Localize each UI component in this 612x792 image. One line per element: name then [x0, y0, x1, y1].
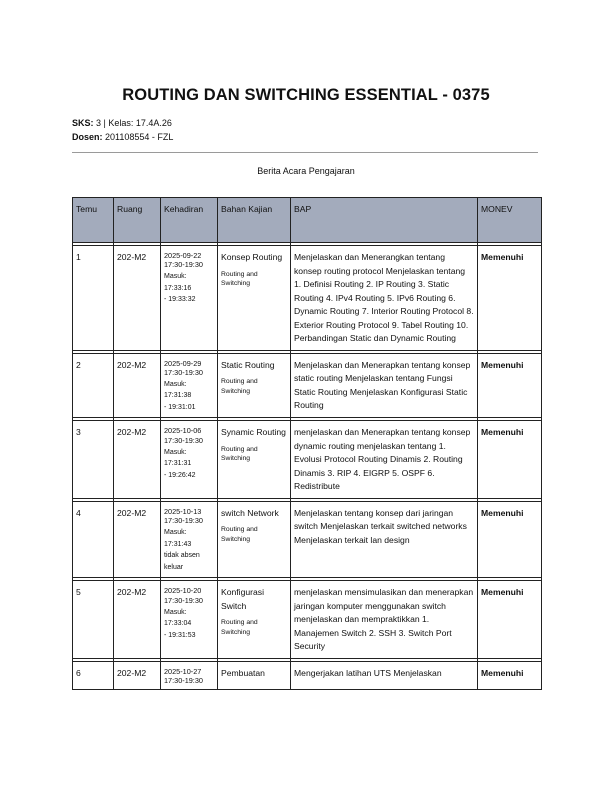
- cell-ruang: 202-M2: [114, 581, 161, 659]
- attendance-schedule: 17:30-19:30: [164, 435, 203, 445]
- cell-kehadiran: [161, 661, 218, 689]
- checkin-time: 17:31:31: [164, 460, 192, 468]
- page-title: ROUTING DAN SWITCHING ESSENTIAL - 0375: [122, 86, 490, 104]
- cell-temu: 1: [73, 246, 114, 351]
- checkin-time: 17:31:38: [164, 392, 192, 400]
- cell-bap: Mengerjakan latihan UTS Menjelaskan: [291, 661, 478, 689]
- table-row: [73, 661, 542, 689]
- attendance-schedule: 17:30-19:30: [164, 676, 203, 686]
- col-header-bahan-kajian: Bahan Kajian: [218, 198, 291, 243]
- topic-title: Pembuatan: [221, 667, 265, 678]
- attendance-date: 2025-10-06: [164, 426, 202, 436]
- attendance-schedule: 17:30-19:30: [164, 595, 203, 605]
- dosen-value: 201108554 - FZL: [105, 132, 174, 142]
- cell-ruang: 202-M2: [114, 421, 161, 499]
- topic-title: Static Routing: [221, 359, 275, 370]
- checkin-label: Masuk:: [164, 448, 187, 456]
- cell-ruang: 202-M2: [114, 353, 161, 418]
- checkout-time: - 19:31:01: [164, 403, 196, 411]
- checkout-time: - 19:31:53: [164, 631, 196, 639]
- sks-value: 3 | Kelas: 17.4A.26: [96, 118, 172, 128]
- sks-label: SKS:: [72, 118, 94, 128]
- topic-title: Synamic Routing: [221, 427, 286, 438]
- cell-bahan-kajian: [218, 421, 291, 499]
- cell-temu: 5: [73, 581, 114, 659]
- col-header-ruang: Ruang: [114, 198, 161, 243]
- cell-monev: Memenuhi: [478, 246, 542, 351]
- cell-bahan-kajian: [218, 581, 291, 659]
- checkout-time: - 19:26:42: [164, 471, 196, 479]
- attendance-schedule: 17:30-19:30: [164, 367, 203, 377]
- cell-bap: Menjelaskan dan Menerapkan tentang konsep static routing Menjelaskan tentang Fungsi Static Routing Menjelaskan Konfigurasi Static Routing: [291, 353, 478, 418]
- table-row: [73, 421, 542, 499]
- table-row: [73, 353, 542, 418]
- table-caption: Berita Acara Pengajaran: [257, 166, 355, 176]
- cell-temu: 6: [73, 661, 114, 689]
- dosen-line: [72, 132, 173, 142]
- checkin-time: 17:33:16: [164, 284, 192, 292]
- table-row: [73, 246, 542, 351]
- divider: [72, 152, 538, 153]
- cell-monev: Memenuhi: [478, 421, 542, 499]
- topic-title: Konfigurasi Switch: [221, 587, 264, 611]
- cell-monev: Memenuhi: [478, 501, 542, 577]
- cell-bap: menjelaskan mensimulasikan dan menerapkan jaringan komputer menggunakan switch menjelaskan dan mempraktikkan 1. Manajemen Switch 2. SSH 3. Switch Port Security: [291, 581, 478, 659]
- cell-monev: Memenuhi: [478, 661, 542, 689]
- checkin-time: 17:33:04: [164, 620, 192, 628]
- cell-bahan-kajian: [218, 661, 291, 689]
- attendance-date: 2025-10-20: [164, 586, 202, 596]
- attendance-schedule: 17:30-19:30: [164, 516, 203, 526]
- cell-ruang: 202-M2: [114, 501, 161, 577]
- checkin-label: Masuk:: [164, 529, 187, 537]
- topic-subject: Routing and Switching: [221, 445, 258, 463]
- cell-ruang: 202-M2: [114, 246, 161, 351]
- topic-title: switch Network: [221, 507, 279, 518]
- cell-bahan-kajian: [218, 246, 291, 351]
- teaching-record-table: [72, 197, 542, 690]
- cell-bahan-kajian: [218, 501, 291, 577]
- dosen-label: Dosen:: [72, 132, 103, 142]
- cell-kehadiran: [161, 581, 218, 659]
- cell-monev: Memenuhi: [478, 581, 542, 659]
- cell-bap: Menjelaskan dan Menerangkan tentang konsep routing protocol Menjelaskan tentang 1. Definisi Routing 2. IP Routing 3. Static Routing 4. IPv4 Routing 5. IPv6 Routing 6. Dynamic Routing 7. Interior Routing Protocol 8. Exterior Routing Protocol 9. Tabel Routing 10. Perbandingan Static dan Dynamic Routing: [291, 246, 478, 351]
- attendance-date: 2025-10-27: [164, 666, 202, 676]
- cell-temu: 2: [73, 353, 114, 418]
- table-row: [73, 581, 542, 659]
- checkout-time: - 19:33:32: [164, 296, 196, 304]
- topic-subject: Routing and Switching: [221, 270, 258, 287]
- col-header-bap: BAP: [291, 198, 478, 243]
- topic-subject: Routing and Switching: [221, 526, 258, 543]
- table-header-row: [73, 198, 542, 243]
- col-header-kehadiran: Kehadiran: [161, 198, 218, 243]
- topic-subject: Routing and Switching: [221, 619, 258, 636]
- sks-line: [72, 118, 172, 128]
- attendance-date: 2025-10-13: [164, 506, 202, 516]
- checkin-label: Masuk:: [164, 380, 187, 388]
- cell-temu: 3: [73, 421, 114, 499]
- cell-kehadiran: [161, 353, 218, 418]
- cell-bahan-kajian: [218, 353, 291, 418]
- checkin-label: Masuk:: [164, 273, 187, 281]
- attendance-date: 2025-09-29: [164, 358, 202, 368]
- cell-kehadiran: [161, 421, 218, 499]
- checkin-time: 17:31:43: [164, 540, 192, 548]
- attendance-date: 2025-09-22: [164, 251, 202, 260]
- checkin-label: Masuk:: [164, 608, 187, 616]
- cell-bap: Menjelaskan tentang konsep dari jaringan switch Menjelaskan terkait switched networks Menjelaskan terkait lan design: [291, 501, 478, 577]
- cell-monev: Memenuhi: [478, 353, 542, 418]
- attendance-schedule: 17:30-19:30: [164, 260, 203, 270]
- cell-temu: 4: [73, 501, 114, 577]
- col-header-temu: Temu: [73, 198, 114, 243]
- cell-kehadiran: [161, 501, 218, 577]
- topic-subject: Routing and Switching: [221, 378, 258, 395]
- cell-ruang: 202-M2: [114, 661, 161, 689]
- table-row: [73, 501, 542, 577]
- topic-title: Konsep Routing: [221, 252, 283, 262]
- checkout-time: tidak absen keluar: [164, 552, 200, 571]
- col-header-monev: MONEV: [478, 198, 542, 243]
- cell-kehadiran: [161, 246, 218, 351]
- cell-bap: menjelaskan dan Menerapkan tentang konsep dynamic routing menjelaskan tentang 1. Evolusi Protocol Routing Dinamis 2. Routing Dinamis 3. RIP 4. EIGRP 5. OSPF 6. Redistribute: [291, 421, 478, 499]
